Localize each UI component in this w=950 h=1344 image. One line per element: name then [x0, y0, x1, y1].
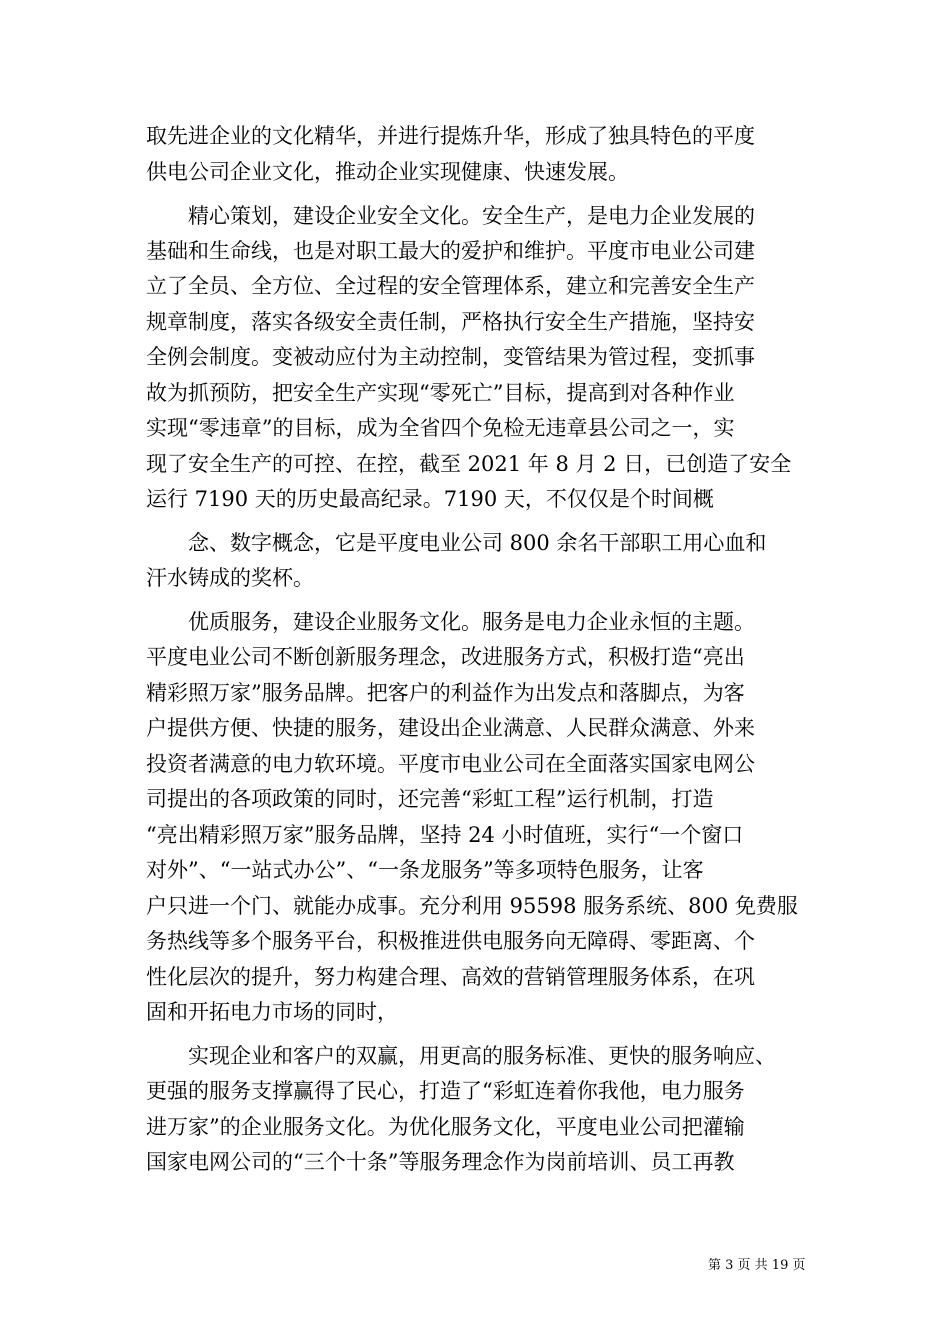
- text-line: 投资者满意的电力软环境。平度市电业公司在全面落实国家电网公: [146, 752, 755, 776]
- text-line: 固和开拓电力市场的同时，: [146, 1000, 398, 1024]
- text-line: 故为抓预防，把安全生产实现“零死亡”目标，提高到对各种作业: [146, 381, 735, 405]
- text-line: 户提供方便、快捷的服务，建设出企业满意、人民群众满意、外来: [146, 716, 755, 740]
- text-line: 进万家”的企业服务文化。为优化服务文化，平度电业公司把灌输: [146, 1115, 745, 1139]
- paragraph-start-line: 精心策划，建设企业安全文化。安全生产，是电力企业发展的: [188, 204, 755, 228]
- text-line: 精彩照万家”服务品牌。把客户的利益作为出发点和落脚点，为客: [146, 681, 745, 705]
- text-line: 司提出的各项政策的同时，还完善“彩虹工程”运行机制，打造: [146, 787, 714, 811]
- text-line: “亮出精彩照万家”服务品牌，坚持 24 小时值班，实行“一个窗口: [146, 823, 744, 847]
- text-line: 运行 7190 天的历史最高纪录。7190 天，不仅仅是个时间概: [146, 487, 714, 511]
- text-line: 基础和生命线，也是对职工最大的爱护和维护。平度市电业公司建: [146, 239, 755, 263]
- text-line: 立了全员、全方位、全过程的安全管理体系，建立和完善安全生产: [146, 274, 755, 298]
- text-line: 国家电网公司的“三个十条”等服务理念作为岗前培训、员工再教: [146, 1150, 735, 1174]
- text-line: 全例会制度。变被动应付为主动控制，变管结果为管过程，变抓事: [146, 345, 755, 369]
- text-line: 汗水铸成的奖杯。: [146, 566, 314, 590]
- paragraph-start-line: 实现企业和客户的双赢，用更高的服务标准、更快的服务响应、: [188, 1044, 776, 1068]
- paragraph-start-line: 优质服务，建设企业服务文化。服务是电力企业永恒的主题。: [188, 610, 755, 634]
- text-line: 户只进一个门、就能办成事。充分利用 95598 服务系统、800 免费服: [146, 894, 798, 918]
- paragraph-start-line: 念、数字概念，它是平度电业公司 800 余名干部职工用心血和: [188, 531, 767, 555]
- text-line: 对外”、“一站式办公”、“一条龙服务”等多项特色服务，让客: [146, 858, 704, 882]
- text-line: 取先进企业的文化精华，并进行提炼升华，形成了独具特色的平度: [146, 124, 755, 148]
- text-line: 更强的服务支撑赢得了民心，打造了“彩虹连着你我他，电力服务: [146, 1079, 745, 1103]
- text-line: 现了安全生产的可控、在控，截至 2021 年 8 月 2 日，已创造了安全: [146, 452, 792, 476]
- text-line: 务热线等多个服务平台，积极推进供电服务向无障碍、零距离、个: [146, 929, 755, 953]
- text-line: 规章制度，落实各级安全责任制，严格执行安全生产措施，坚持安: [146, 310, 755, 334]
- page-number-footer: 第 3 页 共 19 页: [708, 1258, 806, 1273]
- text-line: 实现“零违章”的目标，成为全省四个免检无违章县公司之一，实: [146, 416, 735, 440]
- text-line: 平度电业公司不断创新服务理念，改进服务方式，积极打造“亮出: [146, 645, 745, 669]
- text-line: 供电公司企业文化，推动企业实现健康、快速发展。: [146, 160, 629, 184]
- text-line: 性化层次的提升，努力构建合理、高效的营销管理服务体系，在巩: [146, 965, 755, 989]
